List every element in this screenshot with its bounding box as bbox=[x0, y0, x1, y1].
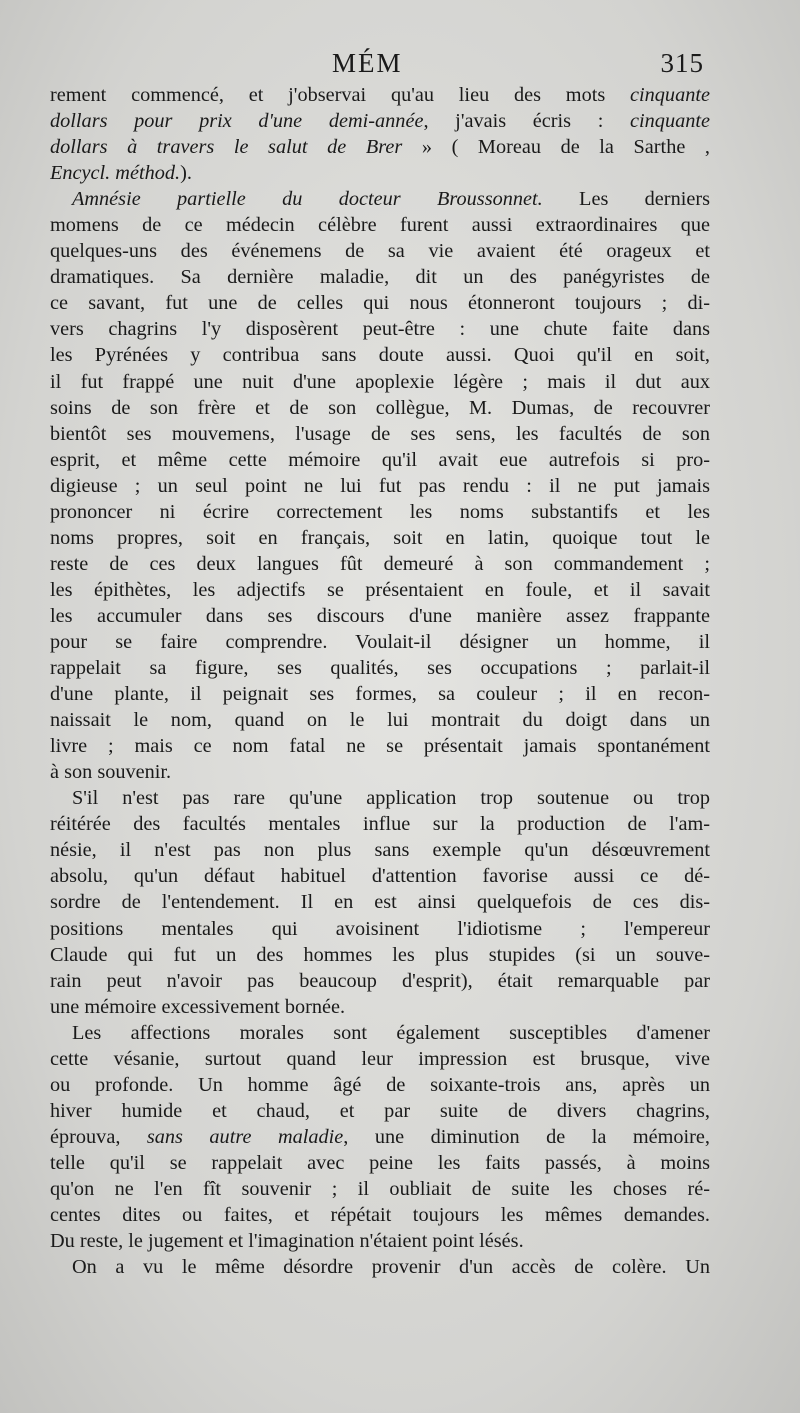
text-run: cette vésanie, surtout quand leur impression est brusque, vive bbox=[50, 1047, 710, 1070]
text-run: vers chagrins l'y disposèrent peut-être : une chute faite dans bbox=[50, 318, 710, 341]
text-line bbox=[50, 889, 710, 915]
text-run: une mémoire excessivement bornée. bbox=[50, 995, 346, 1018]
text-run: absolu, qu'un défaut habituel d'attention favorise aussi ce dé- bbox=[50, 865, 710, 888]
text-run: soins de son frère et de son collègue, M. Dumas, de recouvrer bbox=[50, 396, 710, 419]
text-run: Les derniers bbox=[542, 188, 710, 211]
text-run: On a vu le même désordre provenir d'un accès de colère. Un bbox=[72, 1256, 710, 1279]
text-line bbox=[50, 1254, 710, 1280]
italic-text: dollars à travers le salut de Brer bbox=[50, 136, 403, 159]
text-run: rappelait sa figure, ses qualités, ses occupations ; parlait-il bbox=[50, 657, 710, 680]
text-line bbox=[50, 785, 710, 811]
text-line bbox=[50, 82, 710, 108]
text-line bbox=[50, 916, 710, 942]
text-line bbox=[50, 160, 710, 186]
text-run: ce savant, fut une de celles qui nous étonneront toujours ; di- bbox=[50, 292, 710, 315]
running-head-title: MÉM bbox=[332, 48, 403, 78]
text-run: telle qu'il se rappelait avec peine les faits passés, à moins bbox=[50, 1151, 710, 1174]
text-line bbox=[50, 1072, 710, 1098]
text-run: prononcer ni écrire correctement les noms substantifs et les bbox=[50, 500, 710, 523]
text-run: ou profonde. Un homme âgé de soixante-trois ans, après un bbox=[50, 1073, 710, 1096]
text-run: nésie, il n'est pas non plus sans exemple qu'un désœuvrement bbox=[50, 839, 710, 862]
text-line bbox=[50, 369, 710, 395]
text-line bbox=[50, 1098, 710, 1124]
text-line bbox=[50, 733, 710, 759]
text-line bbox=[50, 186, 710, 212]
text-run: S'il n'est pas rare qu'une application trop soutenue ou trop bbox=[72, 787, 710, 810]
text-line bbox=[50, 863, 710, 889]
text-line bbox=[50, 942, 710, 968]
text-run: ). bbox=[180, 162, 192, 185]
text-run: les accumuler dans ses discours d'une manière assez frappante bbox=[50, 604, 710, 627]
text-line bbox=[50, 1202, 710, 1228]
page-number: 315 bbox=[660, 48, 704, 78]
text-line bbox=[50, 1176, 710, 1202]
text-run: hiver humide et chaud, et par suite de divers chagrins, bbox=[50, 1099, 710, 1122]
text-line bbox=[50, 1046, 710, 1072]
text-line bbox=[50, 447, 710, 473]
text-line bbox=[50, 134, 710, 160]
text-run: rain peut n'avoir pas beaucoup d'esprit), était remarquable par bbox=[50, 969, 710, 992]
italic-text: sans autre maladie bbox=[146, 1125, 344, 1148]
text-run: naissait le nom, quand on le lui montrait du doigt dans un bbox=[50, 709, 710, 732]
text-line bbox=[50, 290, 710, 316]
text-run: les épithètes, les adjectifs se présentaient en foule, et il savait bbox=[50, 578, 710, 601]
text-line bbox=[50, 525, 710, 551]
text-run: à son souvenir. bbox=[50, 761, 172, 784]
text-run: Les affections morales sont également susceptibles d'amener bbox=[72, 1021, 710, 1044]
text-line bbox=[50, 577, 710, 603]
text-line bbox=[50, 968, 710, 994]
text-run: quelques-uns des événemens de sa vie avaient été orageux et bbox=[50, 240, 710, 263]
text-run: , j'avais écris : bbox=[423, 110, 631, 133]
text-run: rement commencé, et j'observai qu'au lieu des mots bbox=[50, 84, 631, 106]
running-head bbox=[0, 48, 800, 84]
text-line bbox=[50, 342, 710, 368]
text-run: esprit, et même cette mémoire qu'il avait eue autrefois si pro- bbox=[50, 448, 710, 471]
italic-text: Amnésie partielle du docteur Broussonnet. bbox=[72, 188, 543, 211]
text-line bbox=[50, 837, 710, 863]
text-line bbox=[50, 499, 710, 525]
text-run: momens de ce médecin célèbre furent aussi extraordinaires que bbox=[50, 214, 710, 237]
text-line bbox=[50, 1150, 710, 1176]
body-text bbox=[50, 82, 710, 1280]
text-line bbox=[50, 681, 710, 707]
italic-text: cinquante bbox=[630, 110, 710, 133]
text-line bbox=[50, 629, 710, 655]
text-run: » ( Moreau de la Sarthe , bbox=[402, 136, 710, 159]
text-line bbox=[50, 551, 710, 577]
italic-text: cinquante bbox=[630, 84, 710, 106]
text-line bbox=[50, 421, 710, 447]
text-run: réitérée des facultés mentales influe sur la production de l'am- bbox=[50, 813, 710, 836]
text-run: éprouva, bbox=[50, 1125, 147, 1148]
text-line bbox=[50, 603, 710, 629]
text-run: dramatiques. Sa dernière maladie, dit un des panégyristes de bbox=[50, 266, 710, 289]
text-line bbox=[50, 108, 710, 134]
italic-text: Encycl. méthod. bbox=[50, 162, 181, 185]
text-run: d'une plante, il peignait ses formes, sa couleur ; il en recon- bbox=[50, 683, 710, 706]
text-line bbox=[50, 994, 710, 1020]
text-line bbox=[50, 655, 710, 681]
text-run: noms propres, soit en français, soit en latin, quoique tout le bbox=[50, 526, 710, 549]
text-run: livre ; mais ce nom fatal ne se présentait jamais spontanément bbox=[50, 735, 710, 758]
text-run: reste de ces deux langues fût demeuré à son commandement ; bbox=[50, 552, 710, 575]
text-run: pour se faire comprendre. Voulait-il désigner un homme, il bbox=[50, 630, 710, 653]
text-line bbox=[50, 473, 710, 499]
text-run: , une diminution de la mémoire, bbox=[343, 1125, 710, 1148]
text-run: bientôt ses mouvemens, l'usage de ses sens, les facultés de son bbox=[50, 422, 710, 445]
italic-text: dollars pour prix d'une demi-année bbox=[50, 110, 424, 133]
text-run: les Pyrénées y contribua sans doute aussi. Quoi qu'il en soit, bbox=[50, 344, 710, 367]
text-run: Du reste, le jugement et l'imagination n'étaient point lésés. bbox=[50, 1230, 524, 1253]
text-line bbox=[50, 707, 710, 733]
text-line bbox=[50, 212, 710, 238]
text-run: qu'on ne l'en fît souvenir ; il oubliait de suite les choses ré- bbox=[50, 1177, 710, 1200]
text-run: positions mentales qui avoisinent l'idiotisme ; l'empereur bbox=[50, 917, 710, 940]
text-line bbox=[50, 238, 710, 264]
text-run: centes dites ou faites, et répétait toujours les mêmes demandes. bbox=[50, 1204, 710, 1227]
text-run: il fut frappé une nuit d'une apoplexie légère ; mais il dut aux bbox=[50, 370, 710, 393]
text-line bbox=[50, 1020, 710, 1046]
text-line bbox=[50, 759, 710, 785]
text-line bbox=[50, 811, 710, 837]
text-run: Claude qui fut un des hommes les plus stupides (si un souve- bbox=[50, 943, 710, 966]
text-line bbox=[50, 395, 710, 421]
text-run: digieuse ; un seul point ne lui fut pas rendu : il ne put jamais bbox=[50, 474, 710, 497]
text-line bbox=[50, 264, 710, 290]
text-line bbox=[50, 316, 710, 342]
text-line bbox=[50, 1124, 710, 1150]
text-run: sordre de l'entendement. Il en est ainsi quelquefois de ces dis- bbox=[50, 891, 710, 914]
text-line bbox=[50, 1228, 710, 1254]
